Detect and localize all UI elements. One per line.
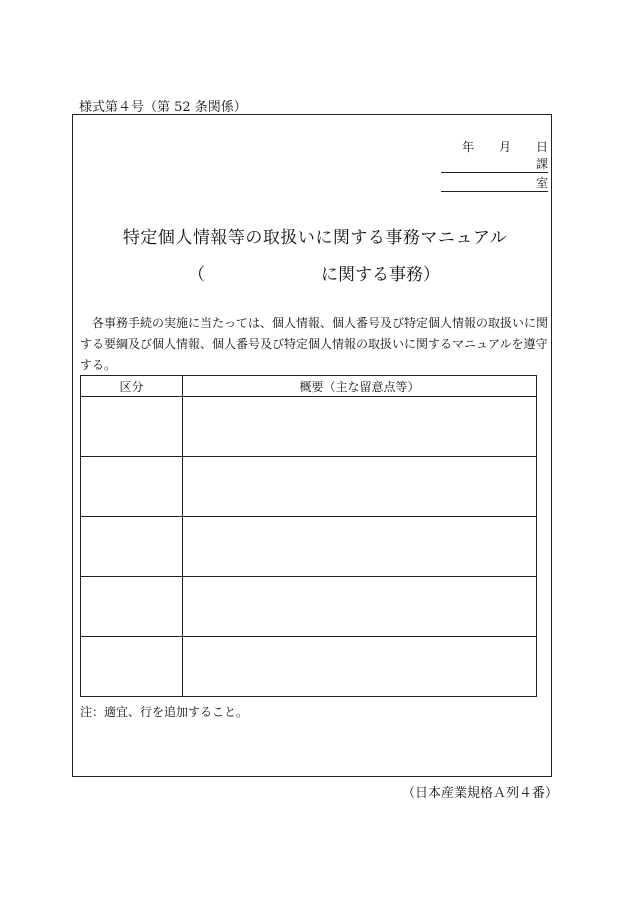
table-note: 注：適宜、行を追加すること。 — [80, 705, 249, 719]
section-ka-label: 課 — [535, 157, 548, 171]
overview-cell[interactable] — [183, 457, 537, 517]
header-overview: 概要（主な留意点等） — [183, 376, 537, 397]
manual-table — [80, 375, 537, 697]
year-label: 年 — [462, 140, 475, 154]
paper-size-footer: （日本産業規格Ａ列４番） — [402, 786, 559, 801]
table-header-row — [81, 376, 537, 397]
overview-cell[interactable] — [183, 517, 537, 577]
section-shitsu-label: 室 — [535, 176, 548, 190]
category-cell[interactable] — [81, 397, 183, 457]
overview-cell[interactable] — [183, 637, 537, 697]
overview-cell[interactable] — [183, 577, 537, 637]
category-cell[interactable] — [81, 577, 183, 637]
category-cell[interactable] — [81, 637, 183, 697]
form-number-label: 様式第４号（第 52 条関係） — [79, 100, 247, 115]
date-line — [462, 138, 548, 155]
header-category: 区分 — [81, 376, 183, 397]
category-cell[interactable] — [81, 457, 183, 517]
table-row — [81, 637, 537, 697]
category-cell[interactable] — [81, 517, 183, 577]
day-label: 日 — [535, 140, 548, 154]
overview-cell[interactable] — [183, 397, 537, 457]
table-row — [81, 397, 537, 457]
subtitle-tail: に関する事務） — [321, 265, 440, 285]
intro-paragraph: 各事務手続の実施に当たっては、個人情報、個人番号及び特定個人情報の取扱いに関する要綱及び個人情報、個人番号及び特定個人情報の取扱いに関するマニュアルを遵守する。 — [80, 316, 549, 372]
document-title: 特定個人情報等の取扱いに関する事務マニュアル — [122, 228, 508, 248]
section-shitsu-field[interactable] — [441, 175, 548, 192]
table-row — [81, 577, 537, 637]
month-label: 月 — [498, 140, 511, 154]
table-row — [81, 457, 537, 517]
section-ka-field[interactable] — [441, 156, 548, 173]
table-row — [81, 517, 537, 577]
subtitle-open-paren: （ — [188, 265, 205, 285]
